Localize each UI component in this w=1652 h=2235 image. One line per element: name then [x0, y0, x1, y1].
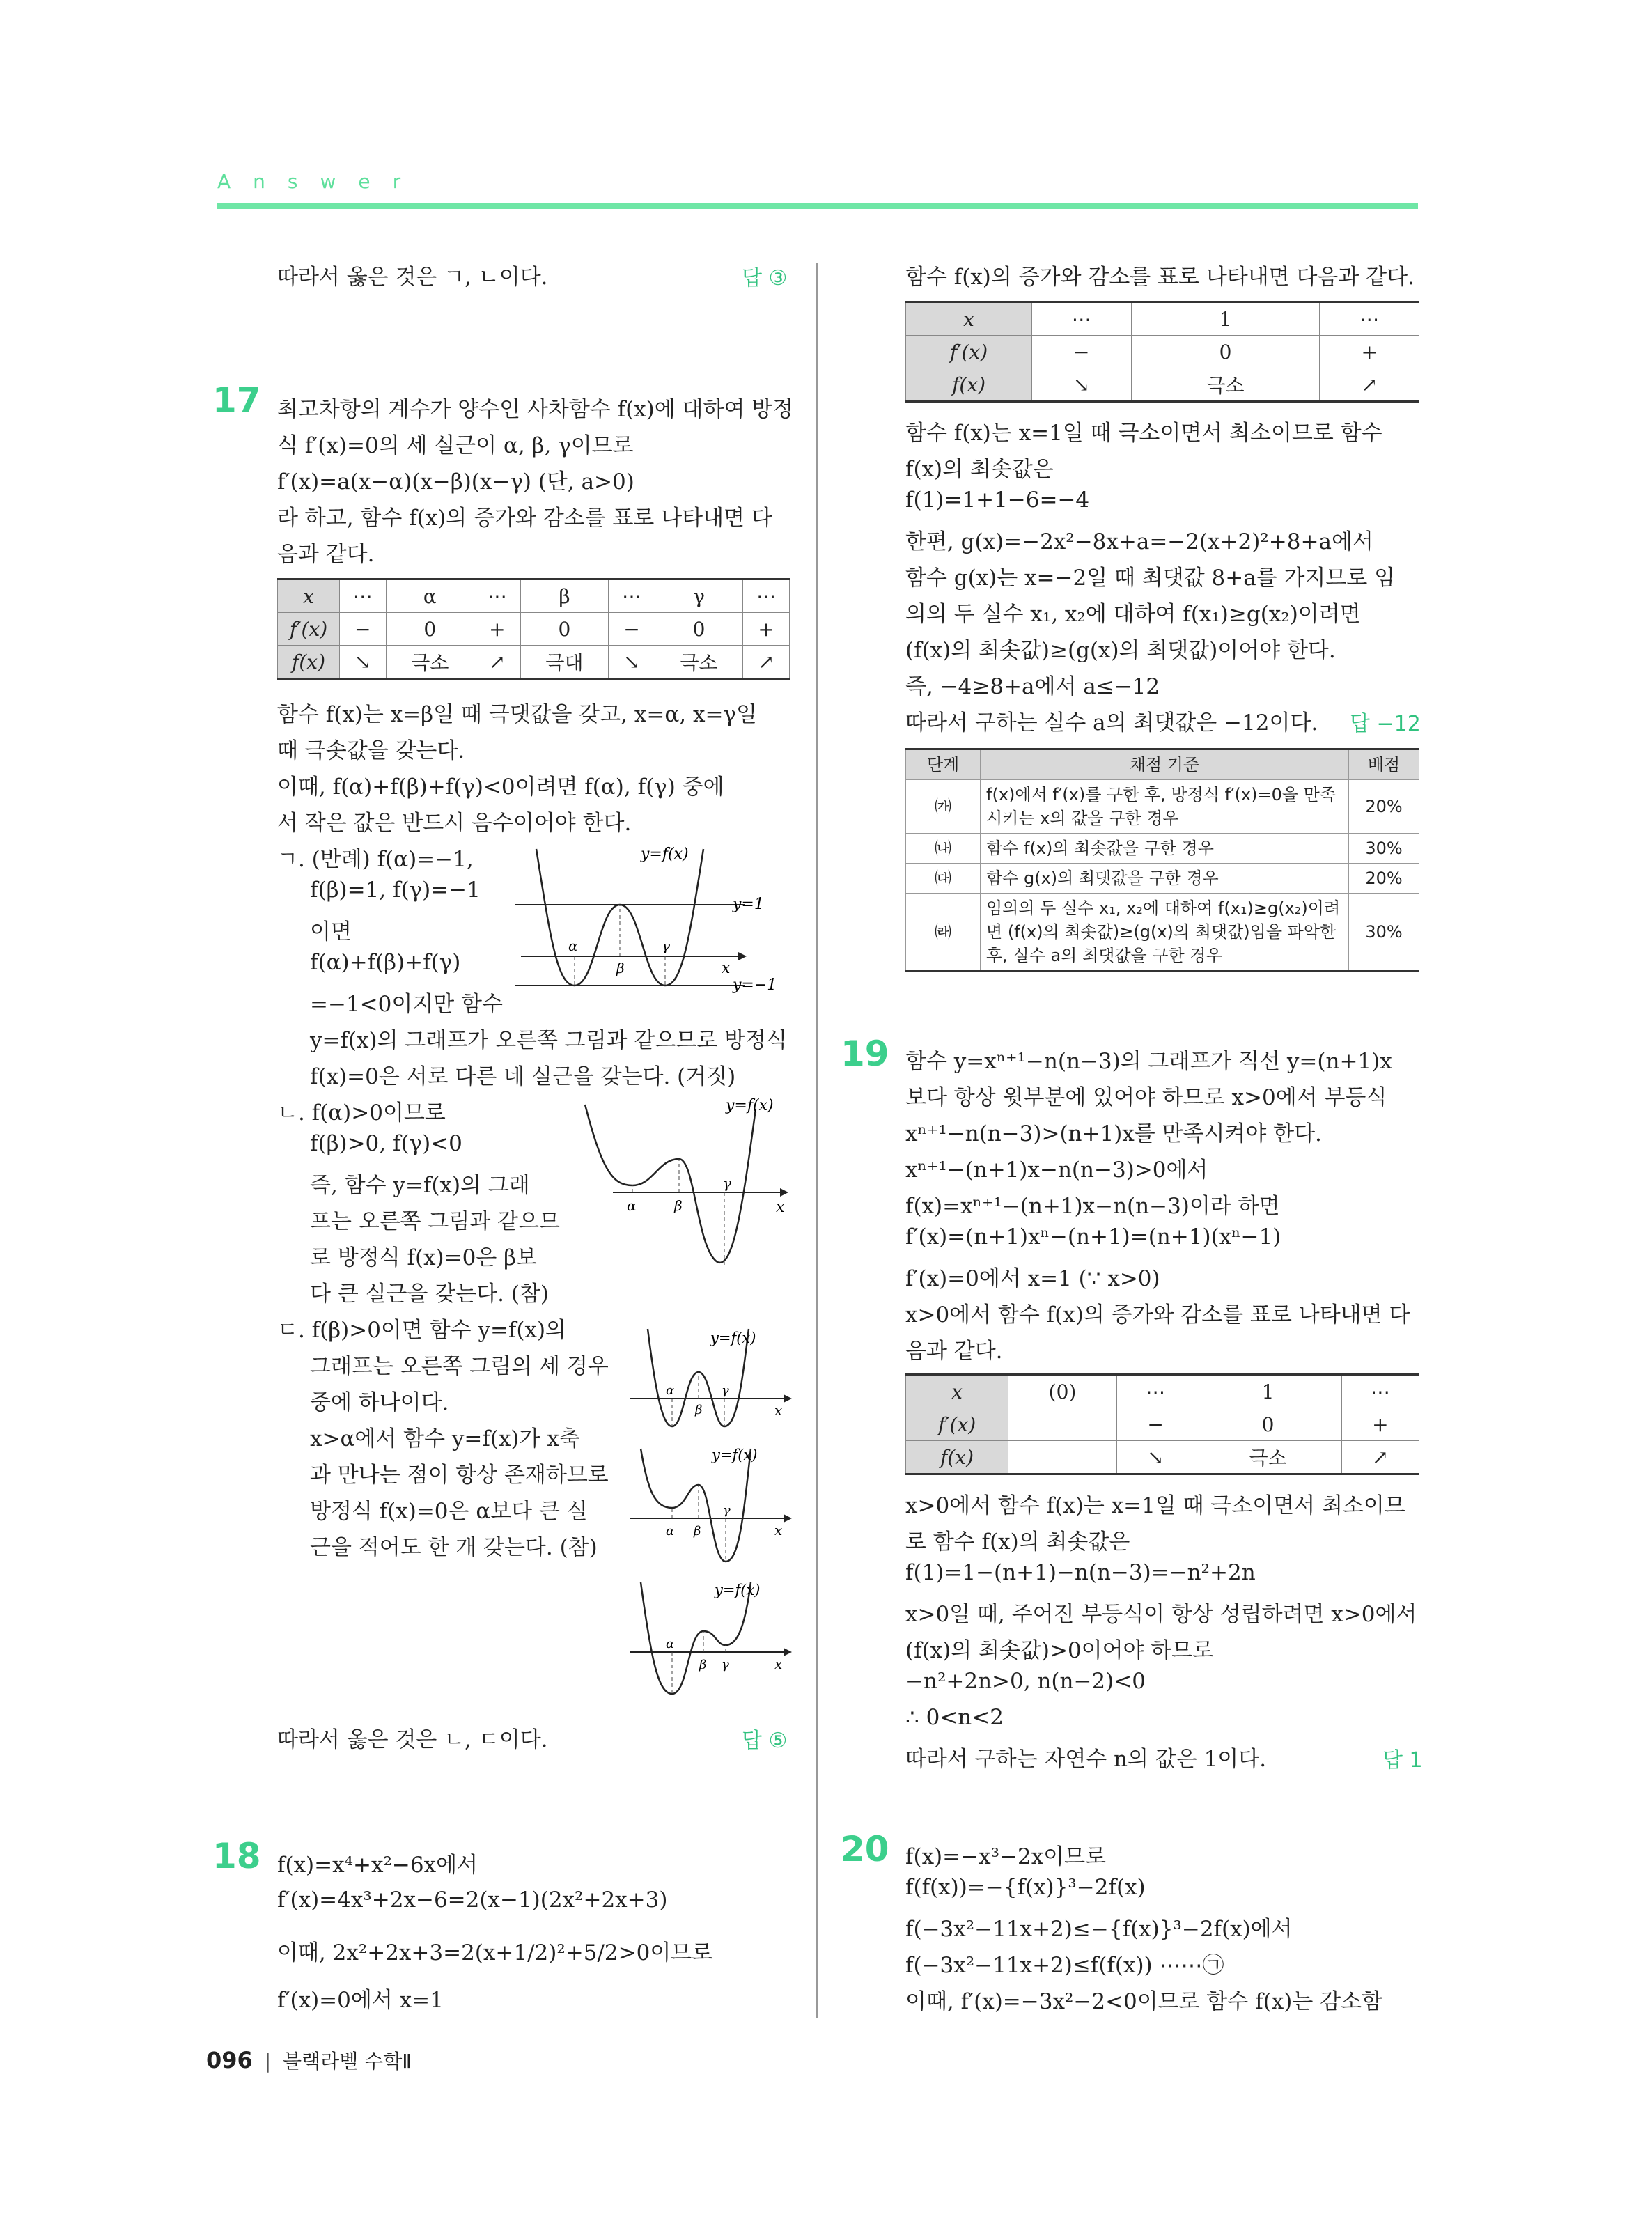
graph-g3b [627, 1442, 794, 1574]
p18-line: f(x)=x⁴+x²−6x에서 [277, 1853, 478, 1878]
label: x [774, 1402, 783, 1419]
label: y=1 [733, 896, 764, 913]
p19-sign-table [905, 1373, 1419, 1475]
label: α [666, 1637, 675, 1651]
cell: 0 [386, 613, 474, 646]
g1-line: f(β)=1, f(γ)=−1 [310, 878, 481, 903]
cell: f(x) [906, 368, 1032, 402]
cell: ↘ [1032, 368, 1132, 402]
p19-line: xⁿ⁺¹−n(n−3)>(n+1)x를 만족시켜야 한다. [905, 1121, 1322, 1146]
cell: 극소 [1194, 1441, 1341, 1474]
g3-line: 중에 하나이다. [310, 1390, 449, 1415]
g1-line: f(α)+f(β)+f(γ) [310, 950, 461, 975]
cell: f(x) [278, 646, 340, 679]
label: y=f(x) [641, 846, 689, 863]
cell: 20% [1349, 864, 1419, 894]
cell: ㈏ [906, 834, 981, 864]
g3-line: 방정식 f(x)=0은 α보다 큰 실 [310, 1499, 588, 1524]
p17-after: 이때, f(α)+f(β)+f(γ)<0이려면 f(α), f(γ) 중에 [277, 774, 724, 800]
p19-line: f′(x)=0에서 x=1 (∵ x>0) [905, 1266, 1160, 1291]
arrow-icon [784, 1394, 792, 1403]
cell: f(x) [906, 1441, 1008, 1474]
cell: 30% [1349, 834, 1419, 864]
label: x [774, 1656, 783, 1672]
p18-line: 이때, 2x²+2x+3=2(x+1/2)²+5/2>0이므로 [277, 1940, 713, 1965]
label: γ [722, 1383, 729, 1398]
r-line: 함수 g(x)는 x=−2일 때 최댓값 8+a를 가지므로 임 [905, 566, 1396, 591]
label: α [568, 937, 578, 954]
cell: ⋯ [474, 579, 521, 613]
problem-19-number: 19 [841, 1034, 889, 1074]
cell: 극소 [386, 646, 474, 679]
cell: + [1320, 336, 1419, 368]
label: x [722, 960, 731, 977]
g3-line: ㄷ. f(β)>0이면 함수 y=f(x)의 [277, 1318, 567, 1343]
cell: 채점 기준 [981, 749, 1349, 780]
g1-line: y=f(x)의 그래프가 오른쪽 그림과 같으므로 방정식 [310, 1028, 787, 1053]
cell [1008, 1441, 1117, 1474]
cell: ⋯ [609, 579, 655, 613]
cell: 30% [1349, 894, 1419, 972]
cell: ⋯ [340, 579, 387, 613]
p19-line2: x>0에서 함수 f(x)는 x=1일 때 극소이면서 최소이므 [905, 1493, 1405, 1518]
r-line: (f(x)의 최솟값)≥(g(x)의 최댓값)이어야 한다. [905, 638, 1336, 663]
cell: f′(x) [906, 336, 1032, 368]
p18-sign-table [905, 301, 1419, 403]
g2-line: ㄴ. f(α)>0이므로 [277, 1100, 446, 1126]
r-line: f(1)=1+1−6=−4 [905, 488, 1090, 513]
p18-answer: 답 −12 [1350, 712, 1421, 736]
graph-g3c [627, 1575, 794, 1701]
label: γ [662, 937, 670, 954]
cell: x [906, 1375, 1008, 1408]
cell: x [278, 579, 340, 613]
scoring-table [905, 748, 1419, 972]
p17-sign-table [277, 578, 790, 680]
label: γ [723, 1175, 731, 1192]
label: β [699, 1658, 707, 1672]
p19-line: 음과 같다. [905, 1339, 1003, 1364]
problem-20-number: 20 [841, 1829, 889, 1869]
cell: 0 [655, 613, 743, 646]
g3-line: 그래프는 오른쪽 그림의 세 경우 [310, 1354, 609, 1379]
label: x [774, 1522, 783, 1539]
p19-line: x>0에서 함수 f(x)의 증가와 감소를 표로 나타내면 다 [905, 1302, 1410, 1327]
cell: ↗ [474, 646, 521, 679]
p20-line: f(x)=−x³−2x이므로 [905, 1844, 1107, 1869]
g2-line: 다 큰 실근을 갖는다. (참) [310, 1282, 549, 1307]
p19-line: 보다 항상 윗부분에 있어야 하므로 x>0에서 부등식 [905, 1085, 1387, 1110]
cell: 20% [1349, 780, 1419, 834]
label: β [616, 960, 625, 976]
cell: ↘ [609, 646, 655, 679]
arrow-icon [780, 1188, 788, 1197]
cell: ↗ [743, 646, 790, 679]
p17-after: 서 작은 값은 반드시 음수이어야 한다. [277, 811, 632, 836]
label: α [666, 1383, 675, 1398]
p17-after: 함수 f(x)는 x=β일 때 극댓값을 갖고, x=α, x=γ일 [277, 702, 757, 727]
cell: − [1032, 336, 1132, 368]
cell: 단계 [906, 749, 981, 780]
p17-line: 음과 같다. [277, 542, 375, 567]
cell: 1 [1131, 302, 1320, 336]
cell: β [520, 579, 609, 613]
cell: − [340, 613, 387, 646]
prev-answer: 답 ③ [742, 266, 788, 290]
p19-line2: 로 함수 f(x)의 최솟값은 [905, 1529, 1130, 1555]
label: y=−1 [733, 976, 777, 994]
g3-line: x>α에서 함수 y=f(x)가 x축 [310, 1426, 580, 1451]
label: x [776, 1199, 785, 1216]
cell: 극대 [520, 646, 609, 679]
cell: γ [655, 579, 743, 613]
g2-line: 프는 오른쪽 그림과 같으므 [310, 1209, 560, 1234]
cell: ㈎ [906, 780, 981, 834]
footer-separator: | [264, 2050, 272, 2073]
p19-line2: ∴ 0<n<2 [905, 1705, 1004, 1730]
p18-final: 따라서 구하는 실수 a의 최댓값은 −12이다. [905, 710, 1318, 735]
r-line: 한편, g(x)=−2x²−8x+a=−2(x+2)²+8+a에서 [905, 529, 1373, 554]
p20-line: f(−3x²−11x+2)≤f(f(x)) ⋯⋯㉠ [905, 1953, 1224, 1978]
p19-answer: 답 1 [1382, 1748, 1423, 1773]
cell: ㈑ [906, 894, 981, 972]
cell: 0 [1194, 1408, 1341, 1441]
g3-line: 근을 적어도 한 개 갖는다. (참) [310, 1535, 598, 1560]
cell: 0 [1131, 336, 1320, 368]
graph-g2 [571, 1095, 794, 1276]
label: β [694, 1524, 701, 1539]
label: y=f(x) [710, 1330, 756, 1346]
cell: 극소 [655, 646, 743, 679]
prev-conclusion: 따라서 옳은 것은 ㄱ, ㄴ이다. [277, 265, 548, 290]
label: γ [722, 1658, 729, 1672]
p19-line: xⁿ⁺¹−(n+1)x−n(n−3)>0에서 [905, 1158, 1208, 1183]
p20-line: 이때, f′(x)=−3x²−2<0이므로 함수 f(x)는 감소함 [905, 1989, 1382, 2014]
cell: f(x)에서 f′(x)를 구한 후, 방정식 f′(x)=0을 만족시키는 x의 값을 구한 경우 [981, 780, 1349, 834]
arrow-icon [738, 952, 747, 960]
p17-conclusion: 따라서 옳은 것은 ㄴ, ㄷ이다. [277, 1727, 548, 1752]
r-line: 즉, −4≥8+a에서 a≤−12 [905, 674, 1160, 699]
p17-answer: 답 ⑤ [742, 1729, 788, 1753]
p17-line: 최고차항의 계수가 양수인 사차함수 f(x)에 대하여 방정 [277, 397, 794, 422]
p19-line2: x>0일 때, 주어진 부등식이 항상 성립하려면 x>0에서 [905, 1602, 1417, 1627]
cell: ↘ [1117, 1441, 1194, 1474]
label: y=f(x) [715, 1582, 761, 1598]
right-intro: 함수 f(x)의 증가와 감소를 표로 나타내면 다음과 같다. [905, 265, 1415, 290]
label: α [627, 1197, 637, 1214]
g1-line: =−1<0이지만 함수 [310, 992, 503, 1017]
p19-line2: (f(x)의 최솟값)>0이어야 하므로 [905, 1638, 1214, 1663]
g1-line: f(x)=0은 서로 다른 네 실근을 갖는다. (거짓) [310, 1064, 736, 1089]
cell: ↗ [1320, 368, 1419, 402]
cell: ⋯ [1320, 302, 1419, 336]
p20-line: f(−3x²−11x+2)≤−{f(x)}³−2f(x)에서 [905, 1917, 1293, 1942]
p17-line: f′(x)=a(x−α)(x−β)(x−γ) (단, a>0) [277, 469, 634, 494]
header-rule [217, 203, 1418, 209]
cell [1008, 1408, 1117, 1441]
cell: ⋯ [1117, 1375, 1194, 1408]
cell: ⋯ [1032, 302, 1132, 336]
g3-line: 과 만나는 점이 항상 존재하므로 [310, 1463, 609, 1488]
p17-after: 때 극솟값을 갖는다. [277, 738, 465, 763]
r-line: 함수 f(x)는 x=1일 때 극소이면서 최소이므로 함수 [905, 421, 1382, 446]
cell: − [1117, 1408, 1194, 1441]
p17-line: 라 하고, 함수 f(x)의 증가와 감소를 표로 나타내면 다 [277, 506, 772, 531]
cell: ㈐ [906, 864, 981, 894]
cell: 함수 g(x)의 최댓값을 구한 경우 [981, 864, 1349, 894]
cell: x [906, 302, 1032, 336]
p20-line: f(f(x))=−{f(x)}³−2f(x) [905, 1875, 1146, 1900]
cell: + [474, 613, 521, 646]
label: y=f(x) [712, 1447, 758, 1463]
cell: ⋯ [1341, 1375, 1419, 1408]
p19-line2: −n²+2n>0, n(n−2)<0 [905, 1669, 1146, 1694]
cell: f′(x) [278, 613, 340, 646]
p17-line: 식 f′(x)=0의 세 실근이 α, β, γ이므로 [277, 433, 634, 458]
page-number: 096 [206, 2047, 253, 2073]
r-line: 의의 두 실수 x₁, x₂에 대하여 f(x₁)≥g(x₂)이려면 [905, 602, 1361, 627]
cell: 0 [520, 613, 609, 646]
cell: ⋯ [743, 579, 790, 613]
cell: α [386, 579, 474, 613]
g1-line: ㄱ. (반례) f(α)=−1, [277, 847, 474, 872]
g2-line: 로 방정식 f(x)=0은 β보 [310, 1245, 538, 1270]
g1-line: 이면 [310, 919, 352, 944]
p19-final: 따라서 구하는 자연수 n의 값은 1이다. [905, 1747, 1267, 1772]
cell: 함수 f(x)의 최솟값을 구한 경우 [981, 834, 1349, 864]
p19-line2: f(1)=1−(n+1)−n(n−3)=−n²+2n [905, 1560, 1256, 1585]
problem-17-number: 17 [212, 380, 261, 421]
cell: f′(x) [906, 1408, 1008, 1441]
curve [641, 1449, 751, 1562]
cell: 임의의 두 실수 x₁, x₂에 대하여 f(x₁)≥g(x₂)이려면 (f(x)의 최솟값)≥(g(x)의 최댓값)임을 파악한 후, 실수 a의 최댓값을 구한 경우 [981, 894, 1349, 972]
cell: ↘ [340, 646, 387, 679]
label: γ [723, 1503, 731, 1518]
p18-line: f′(x)=0에서 x=1 [277, 1988, 444, 2013]
column-divider [816, 263, 818, 2018]
problem-18-number: 18 [212, 1836, 261, 1876]
section-header: Answer [217, 170, 423, 193]
label: β [695, 1403, 703, 1417]
page-footer [206, 2046, 412, 2074]
p19-line: 함수 y=xⁿ⁺¹−n(n−3)의 그래프가 직선 y=(n+1)x [905, 1049, 1392, 1074]
cell: (0) [1008, 1375, 1117, 1408]
label: β [674, 1197, 683, 1214]
curve [641, 1582, 751, 1694]
cell: + [743, 613, 790, 646]
p19-line: f(x)=xⁿ⁺¹−(n+1)x−n(n−3)이라 하면 [905, 1194, 1280, 1219]
g2-line: 즉, 함수 y=f(x)의 그래 [310, 1173, 530, 1198]
arrow-icon [784, 1648, 792, 1656]
cell: 1 [1194, 1375, 1341, 1408]
r-line: f(x)의 최솟값은 [905, 457, 1054, 482]
arrow-icon [784, 1514, 792, 1523]
cell: + [1341, 1408, 1419, 1441]
cell: 배점 [1349, 749, 1419, 780]
book-title: 블랙라벨 수학Ⅱ [283, 2050, 412, 2073]
graph-g3a [627, 1322, 794, 1440]
cell: ↗ [1341, 1441, 1419, 1474]
cell: 극소 [1131, 368, 1320, 402]
p19-line: f′(x)=(n+1)xⁿ−(n+1)=(n+1)(xⁿ−1) [905, 1224, 1281, 1249]
graph-g1 [515, 839, 794, 1010]
g2-line: f(β)>0, f(γ)<0 [310, 1131, 462, 1156]
label: α [666, 1524, 675, 1539]
label: y=f(x) [726, 1097, 774, 1114]
cell: − [609, 613, 655, 646]
p18-line: f′(x)=4x³+2x−6=2(x−1)(2x²+2x+3) [277, 1887, 668, 1913]
